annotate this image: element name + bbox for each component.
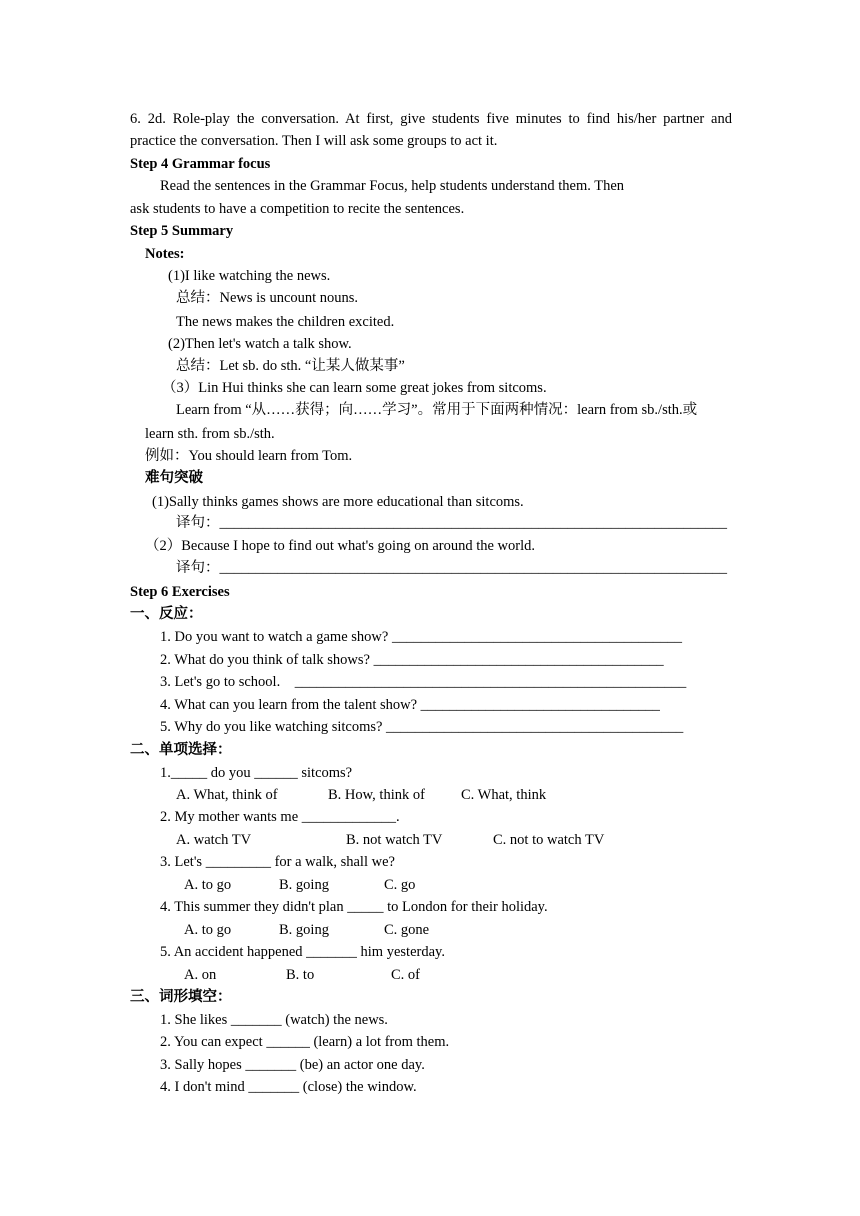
note-1-example: The news makes the children excited. <box>176 314 395 330</box>
part3-label: 三、词形填空： <box>130 989 232 1005</box>
question-4-option-c: C. gone <box>384 922 430 938</box>
part1-item-4: 4. What can you learn from the talent show? _________________________________ <box>160 697 660 713</box>
step6-heading: Step 6 Exercises <box>130 584 230 600</box>
hard-sentence-2: （2）Because I hope to find out what's going on around the world. <box>145 538 536 554</box>
part1-item-2: 2. What do you think of talk shows? ________________________________________ <box>160 652 664 668</box>
question-4: 4. This summer they didn't plan _____ to London for their holiday. <box>160 899 548 915</box>
intro-line-1: 6. 2d. Role-play the conversation. At first, give students five minutes to find his/her partner and <box>130 111 732 127</box>
question-2: 2. My mother wants me _____________. <box>160 809 400 825</box>
intro-line-2: practice the conversation. Then I will ask some groups to act it. <box>130 133 498 149</box>
note-3-example: 例如：You should learn from Tom. <box>145 448 353 464</box>
part1-item-5: 5. Why do you like watching sitcoms? _________________________________________ <box>160 719 684 735</box>
hard-sentence-1: (1)Sally thinks games shows are more educational than sitcoms. <box>152 494 524 510</box>
question-5-option-c: C. of <box>391 967 420 983</box>
note-3-line-2: learn sth. from sb./sth. <box>145 426 275 442</box>
part3-item-1: 1. She likes _______ (watch) the news. <box>160 1012 388 1028</box>
step4-line-1: Read the sentences in the Grammar Focus, help students understand them. Then <box>160 178 625 194</box>
notes-label: Notes: <box>145 246 185 262</box>
hard-sentence-1-translation: 译句：______________________________________________________________________ <box>176 515 727 531</box>
question-4-option-a: A. to go <box>184 922 232 938</box>
step4-heading: Step 4 Grammar focus <box>130 156 271 172</box>
question-2-option-a: A. watch TV <box>176 832 252 848</box>
part3-item-3: 3. Sally hopes _______ (be) an actor one day. <box>160 1057 425 1073</box>
question-3-option-a: A. to go <box>184 877 232 893</box>
note-1: (1)I like watching the news. <box>168 268 331 284</box>
note-1-summary: 总结：News is uncount nouns. <box>176 290 359 306</box>
question-5: 5. An accident happened _______ him yesterday. <box>160 944 445 960</box>
part3-item-4: 4. I don't mind _______ (close) the window. <box>160 1079 417 1095</box>
note-3: （3）Lin Hui thinks she can learn some great jokes from sitcoms. <box>162 380 547 396</box>
hard-sentence-2-translation: 译句：______________________________________________________________________ <box>176 560 727 576</box>
note-2: (2)Then let's watch a talk show. <box>168 336 352 352</box>
note-3-line-1: Learn from “从……获得；向……学习”。常用于下面两种情况：learn from sb./sth.或 <box>176 402 698 418</box>
question-2-option-c: C. not to watch TV <box>493 832 605 848</box>
part3-item-2: 2. You can expect ______ (learn) a lot from them. <box>160 1034 450 1050</box>
step4-line-2: ask students to have a competition to recite the sentences. <box>130 201 465 217</box>
part1-label: 一、反应： <box>130 606 203 622</box>
part2-label: 二、单项选择： <box>130 742 232 758</box>
step5-heading: Step 5 Summary <box>130 223 234 239</box>
question-1-option-b: B. How, think of <box>328 787 425 803</box>
question-3-option-b: B. going <box>279 877 329 893</box>
question-1-option-c: C. What, think <box>461 787 547 803</box>
question-5-option-b: B. to <box>286 967 315 983</box>
question-5-option-a: A. on <box>184 967 217 983</box>
note-2-summary: 总结：Let sb. do sth. “让某人做某事” <box>176 358 405 374</box>
hard-sentences-label: 难句突破 <box>145 470 203 486</box>
question-2-option-b: B. not watch TV <box>346 832 443 848</box>
question-1: 1._____ do you ______ sitcoms? <box>160 765 353 781</box>
question-4-option-b: B. going <box>279 922 329 938</box>
question-3-option-c: C. go <box>384 877 416 893</box>
part1-item-1: 1. Do you want to watch a game show? ________________________________________ <box>160 629 682 645</box>
question-3: 3. Let's _________ for a walk, shall we? <box>160 854 395 870</box>
part1-item-3: 3. Let's go to school. ______________________________________________________ <box>160 674 687 690</box>
question-1-option-a: A. What, think of <box>176 787 278 803</box>
